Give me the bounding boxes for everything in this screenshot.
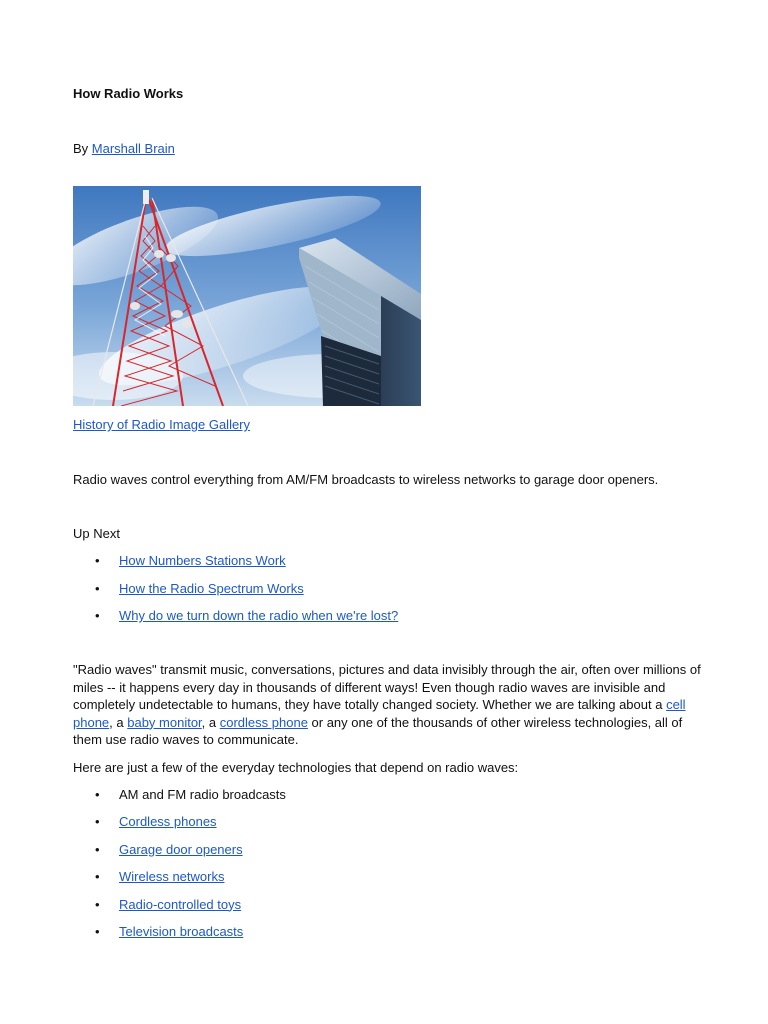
cell-phone-link[interactable]: cell phone: [73, 697, 686, 730]
body-text: "Radio waves" transmit music, conversations, pictures and data invisibly through the air, often over millions of miles -- it happens every day in thousands of different ways! Even though radio waves are invisible and completely undetectable to humans, they have totally changed society. Whether we are talking about a: [73, 662, 701, 712]
list-item: [73, 813, 701, 831]
bullet-icon: •: [95, 608, 100, 623]
byline-prefix: By: [73, 141, 92, 156]
body-paragraph-1: [73, 661, 701, 749]
technology-text: AM and FM radio broadcasts: [119, 786, 286, 802]
bullet-icon: •: [95, 553, 100, 568]
list-item: [73, 607, 701, 625]
author-link[interactable]: Marshall Brain: [91, 141, 175, 156]
bullet-icon: •: [95, 869, 100, 884]
up-next-link-numbers-stations[interactable]: How Numbers Stations Work: [119, 553, 286, 568]
body-text: or any one of the thousands of other wireless technologies, all of them use radio waves to communicate.: [73, 714, 683, 747]
bullet-icon: •: [95, 924, 100, 939]
list-item: [73, 868, 701, 886]
cordless-phones-link[interactable]: Cordless phones: [119, 814, 217, 829]
up-next-label: Up Next: [73, 526, 120, 541]
list-item: [73, 580, 701, 598]
radio-tower-photo: [73, 186, 421, 406]
hero-image: [73, 186, 421, 406]
wireless-networks-link[interactable]: Wireless networks: [119, 869, 225, 884]
up-next-list: [73, 552, 701, 625]
baby-monitor-link[interactable]: baby monitor: [127, 714, 202, 730]
bullet-icon: •: [95, 814, 100, 829]
image-gallery-link[interactable]: History of Radio Image Gallery: [73, 417, 251, 432]
radio-controlled-toys-link[interactable]: Radio-controlled toys: [119, 896, 242, 912]
list-item: [73, 923, 701, 941]
up-next-link-turn-down-radio[interactable]: Why do we turn down the radio when we're lost?: [119, 608, 399, 623]
cordless-phone-link[interactable]: cordless phone: [219, 714, 308, 730]
bullet-icon: •: [95, 786, 100, 802]
body-text: , a: [201, 714, 220, 730]
article-title: How Radio Works: [73, 86, 184, 101]
bullet-icon: •: [95, 580, 100, 596]
article-page: [73, 85, 701, 941]
bullet-icon: •: [95, 896, 100, 912]
up-next-link-radio-spectrum[interactable]: How the Radio Spectrum Works: [119, 580, 304, 596]
list-item: [73, 786, 701, 804]
bullet-icon: •: [95, 841, 100, 857]
byline: [73, 140, 701, 158]
technologies-list: [73, 786, 701, 942]
intro-paragraph: Radio waves control everything from AM/FM broadcasts to wireless networks to garage door openers.: [73, 472, 659, 487]
list-item: [73, 552, 701, 570]
garage-door-openers-link[interactable]: Garage door openers: [119, 841, 243, 857]
list-item: [73, 896, 701, 914]
body-paragraph-2: Here are just a few of the everyday technologies that depend on radio waves:: [73, 759, 519, 775]
list-item: [73, 841, 701, 859]
television-broadcasts-link[interactable]: Television broadcasts: [119, 924, 244, 939]
body-text: , a: [109, 714, 128, 730]
gallery-caption: [73, 416, 701, 434]
